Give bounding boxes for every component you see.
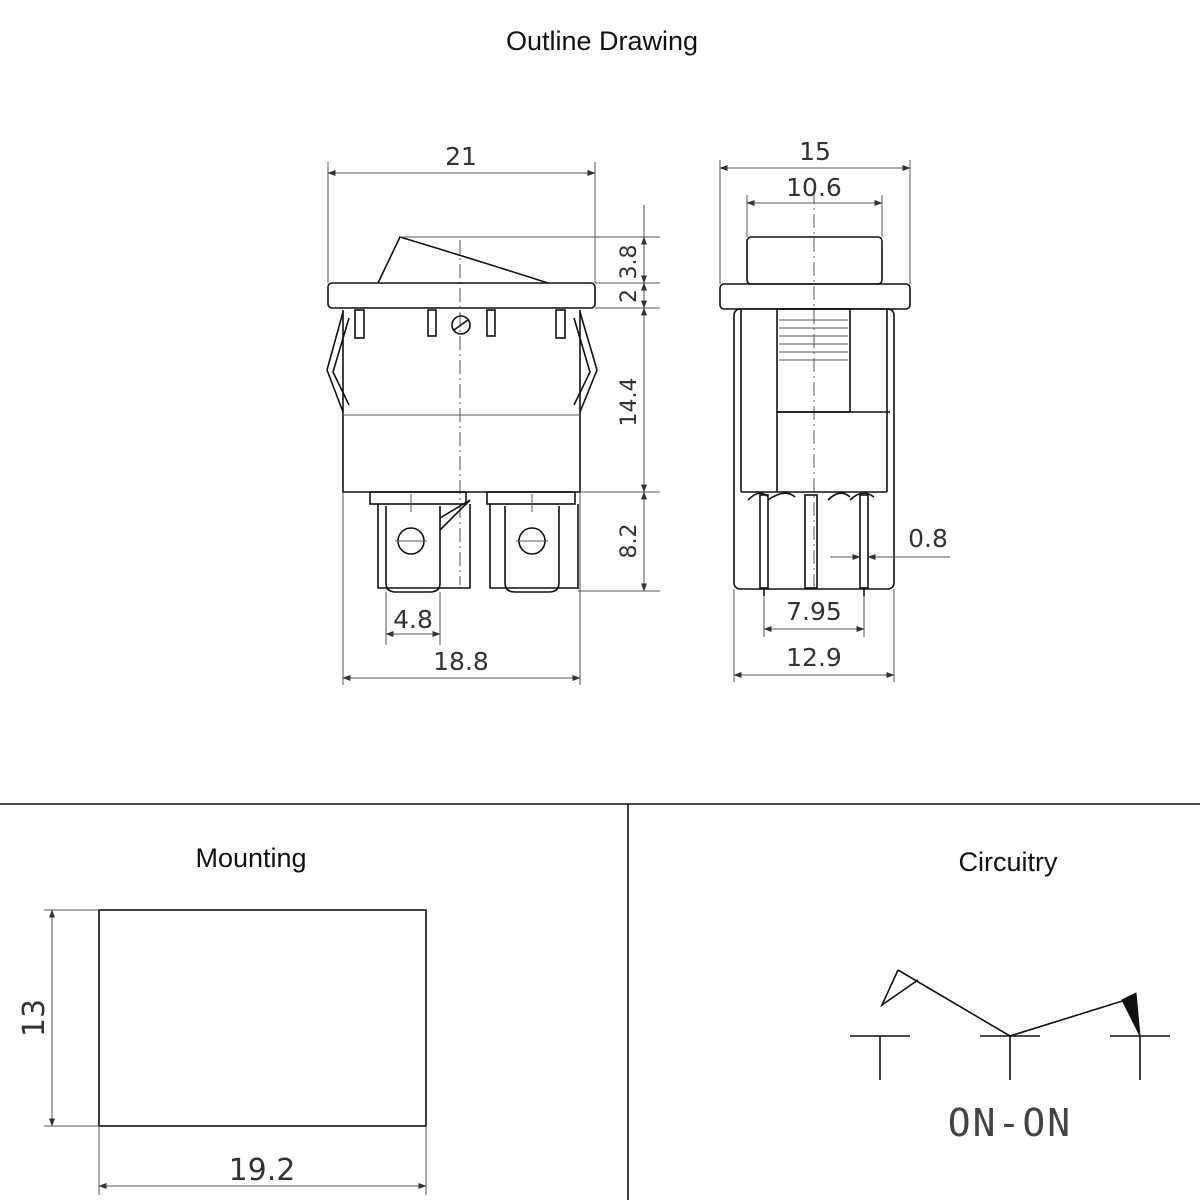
mounting-cutout bbox=[17, 910, 426, 1195]
dim-mounting-width: 19.2 bbox=[228, 1153, 296, 1188]
dim-side-width: 15 bbox=[799, 137, 831, 166]
circuitry-title: Circuitry bbox=[958, 847, 1058, 877]
side-view bbox=[720, 137, 950, 682]
dim-front-body-width: 18.8 bbox=[433, 647, 489, 676]
dim-terminal-length: 8.2 bbox=[617, 523, 642, 559]
dim-flange-thickness: 2 bbox=[617, 289, 642, 303]
dim-terminal-thickness: 0.8 bbox=[908, 524, 948, 553]
dim-terminal-pitch: 7.95 bbox=[786, 597, 842, 626]
dim-body-height: 14.4 bbox=[617, 377, 642, 427]
mounting-rectangle bbox=[99, 910, 426, 1126]
front-terminal-right bbox=[490, 504, 578, 588]
dim-rocker-width: 10.6 bbox=[786, 173, 842, 202]
front-terminal-left bbox=[378, 504, 470, 588]
dim-front-width: 21 bbox=[445, 142, 477, 171]
side-flange bbox=[720, 284, 910, 309]
front-flange bbox=[328, 283, 595, 308]
circuit-diagram bbox=[850, 970, 1170, 1145]
outline-drawing-title: Outline Drawing bbox=[505, 26, 699, 56]
circuit-label: ON-ON bbox=[947, 1101, 1073, 1145]
front-rocker bbox=[378, 237, 548, 283]
dim-side-body-width: 12.9 bbox=[786, 643, 842, 672]
mounting-title: Mounting bbox=[195, 843, 307, 873]
front-view bbox=[327, 142, 660, 685]
dim-rocker-height: 3.8 bbox=[617, 244, 642, 280]
front-body bbox=[343, 310, 580, 492]
dim-mounting-height: 13 bbox=[17, 998, 52, 1038]
dim-terminal-width: 4.8 bbox=[393, 605, 433, 634]
